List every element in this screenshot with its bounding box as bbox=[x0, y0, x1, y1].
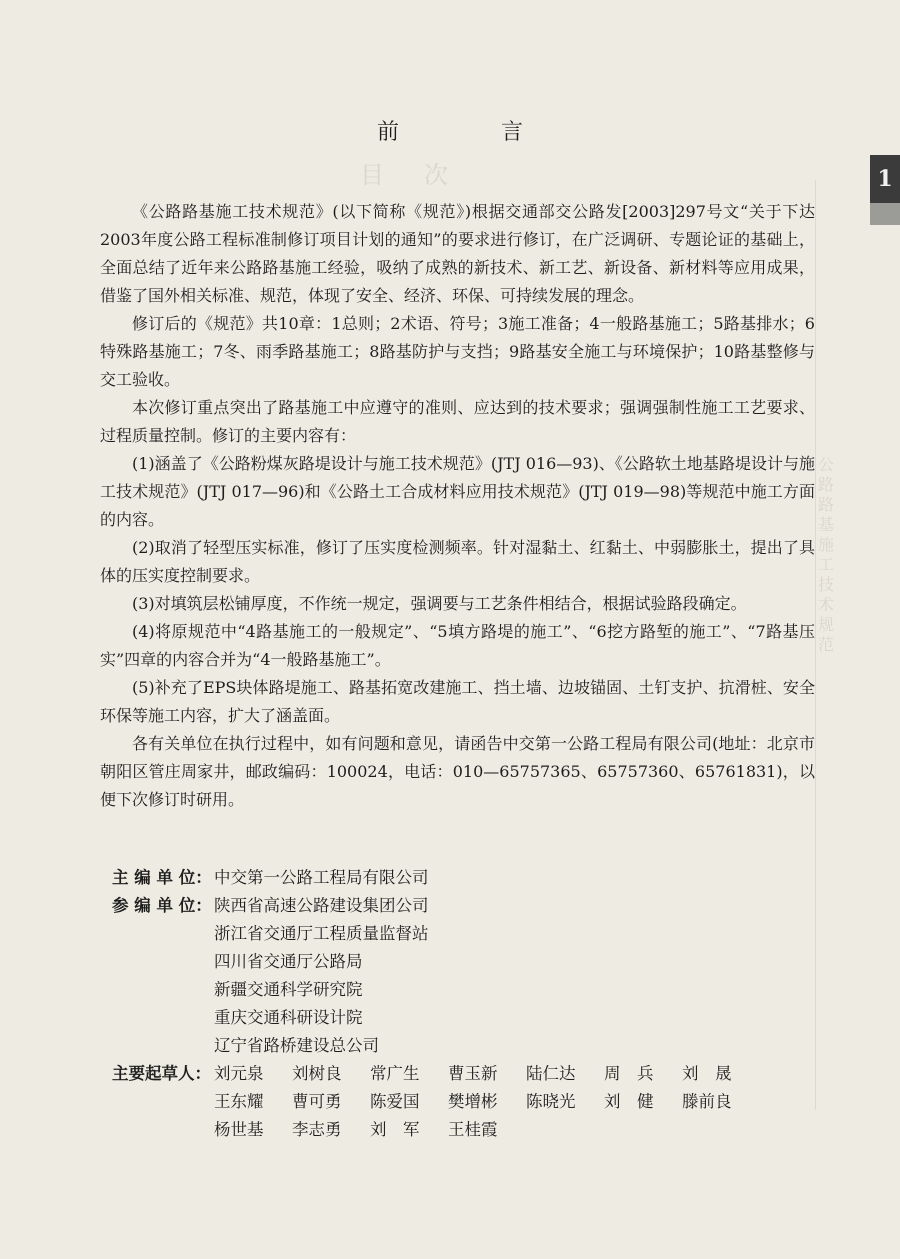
participating-unit: 陕西省高速公路建设集团公司 bbox=[214, 896, 429, 915]
preface-body bbox=[100, 198, 815, 814]
drafter-name: 滕前良 bbox=[682, 1092, 732, 1111]
drafter-name: 周 兵 bbox=[604, 1064, 654, 1083]
drafter-name: 曹可勇 bbox=[292, 1092, 342, 1111]
drafter-name: 杨世基 bbox=[214, 1120, 264, 1139]
chief-unit-label: 主 编 单 位： bbox=[112, 868, 212, 887]
paragraph: (1)涵盖了《公路粉煤灰路堤设计与施工技术规范》(JTJ 016—93)、《公路软土地基路堤设计与施工技术规范》(JTJ 017—96)和《公路土工合成材料应用技术规范》(JTJ 019—98)等规范中施工方面的内容。 bbox=[100, 454, 815, 529]
drafter-name: 刘元泉 bbox=[214, 1064, 264, 1083]
bleed-through-text: 目次 bbox=[360, 161, 488, 189]
chief-unit-name: 中交第一公路工程局有限公司 bbox=[214, 868, 429, 887]
drafters-list bbox=[214, 1060, 812, 1144]
paragraph: (4)将原规范中“4路基施工的一般规定”、“5填方路堤的施工”、“6挖方路堑的施工”、“7路基压实”四章的内容合并为“4一般路基施工”。 bbox=[100, 622, 815, 669]
paragraph: 修订后的《规范》共10章：1总则；2术语、符号；3施工准备；4一般路基施工；5路基排水；6特殊路基施工；7冬、雨季路基施工；8路基防护与支挡；9路基安全施工与环境保护；10路基整修与交工验收。 bbox=[100, 314, 815, 389]
paragraph: 本次修订重点突出了路基施工中应遵守的准则、应达到的技术要求；强调强制性施工工艺要求、过程质量控制。修订的主要内容有： bbox=[100, 398, 815, 445]
participating-units-list bbox=[214, 892, 429, 1060]
paragraph: 《公路路基施工技术规范》(以下简称《规范》)根据交通部交公路发[2003]297号文“关于下达2003年度公路工程标准制修订项目计划的通知”的要求进行修订，在广泛调研、专题论证的基础上，全面总结了近年来公路路基施工经验，吸纳了成熟的新技术、新工艺、新设备、新材料等应用成果，借鉴了国外相关标准、规范，体现了安全、经济、环保、可持续发展的理念。 bbox=[100, 202, 815, 305]
drafter-name: 王桂霞 bbox=[448, 1120, 498, 1139]
participating-unit: 四川省交通厅公路局 bbox=[214, 952, 363, 971]
drafter-name: 曹玉新 bbox=[448, 1064, 498, 1083]
drafter-name: 常广生 bbox=[370, 1064, 420, 1083]
bleed-through-rule bbox=[815, 180, 816, 1110]
chapter-tab-shadow bbox=[870, 203, 900, 225]
drafters-label: 主要起草人： bbox=[112, 1064, 211, 1083]
credits-block bbox=[112, 864, 812, 1144]
drafter-name: 王东耀 bbox=[214, 1092, 264, 1111]
drafter-name: 陈晓光 bbox=[526, 1092, 576, 1111]
drafter-name: 刘 晟 bbox=[682, 1064, 732, 1083]
drafter-name: 李志勇 bbox=[292, 1120, 342, 1139]
drafter-name: 樊增彬 bbox=[448, 1092, 498, 1111]
participating-units-row bbox=[112, 892, 812, 1060]
drafter-name: 陈爱国 bbox=[370, 1092, 420, 1111]
drafters-row bbox=[112, 1060, 812, 1144]
paragraph: (3)对填筑层松铺厚度，不作统一规定，强调要与工艺条件相结合，根据试验路段确定。 bbox=[132, 594, 747, 613]
chapter-tab: 1 bbox=[870, 155, 900, 203]
bleed-through-vertical-text: 公路路基施工技术规范 bbox=[818, 455, 835, 654]
paragraph: 各有关单位在执行过程中，如有问题和意见，请函告中交第一公路工程局有限公司(地址：北京市朝阳区管庄周家井，邮政编码：100024，电话：010—65757365、65757360、65761831)，以便下次修订时研用。 bbox=[100, 734, 815, 809]
paragraph: (5)补充了EPS块体路堤施工、路基拓宽改建施工、挡土墙、边坡锚固、土钉支护、抗滑桩、安全环保等施工内容，扩大了涵盖面。 bbox=[100, 678, 815, 725]
participating-unit: 浙江省交通厅工程质量监督站 bbox=[214, 924, 429, 943]
drafter-name: 刘 军 bbox=[370, 1120, 420, 1139]
participating-unit: 新疆交通科学研究院 bbox=[214, 980, 363, 999]
drafter-name: 陆仁达 bbox=[526, 1064, 576, 1083]
participating-unit: 重庆交通科研设计院 bbox=[214, 1008, 363, 1027]
participating-unit: 辽宁省路桥建设总公司 bbox=[214, 1036, 379, 1055]
drafter-name: 刘 健 bbox=[604, 1092, 654, 1111]
drafter-name: 刘树良 bbox=[292, 1064, 342, 1083]
chief-unit-row bbox=[112, 864, 812, 892]
paragraph: (2)取消了轻型压实标准，修订了压实度检测频率。针对湿黏土、红黏土、中弱膨胀土，提出了具体的压实度控制要求。 bbox=[100, 538, 815, 585]
page-title: 前 言 bbox=[376, 120, 563, 145]
participating-units-label: 参 编 单 位： bbox=[112, 896, 212, 915]
